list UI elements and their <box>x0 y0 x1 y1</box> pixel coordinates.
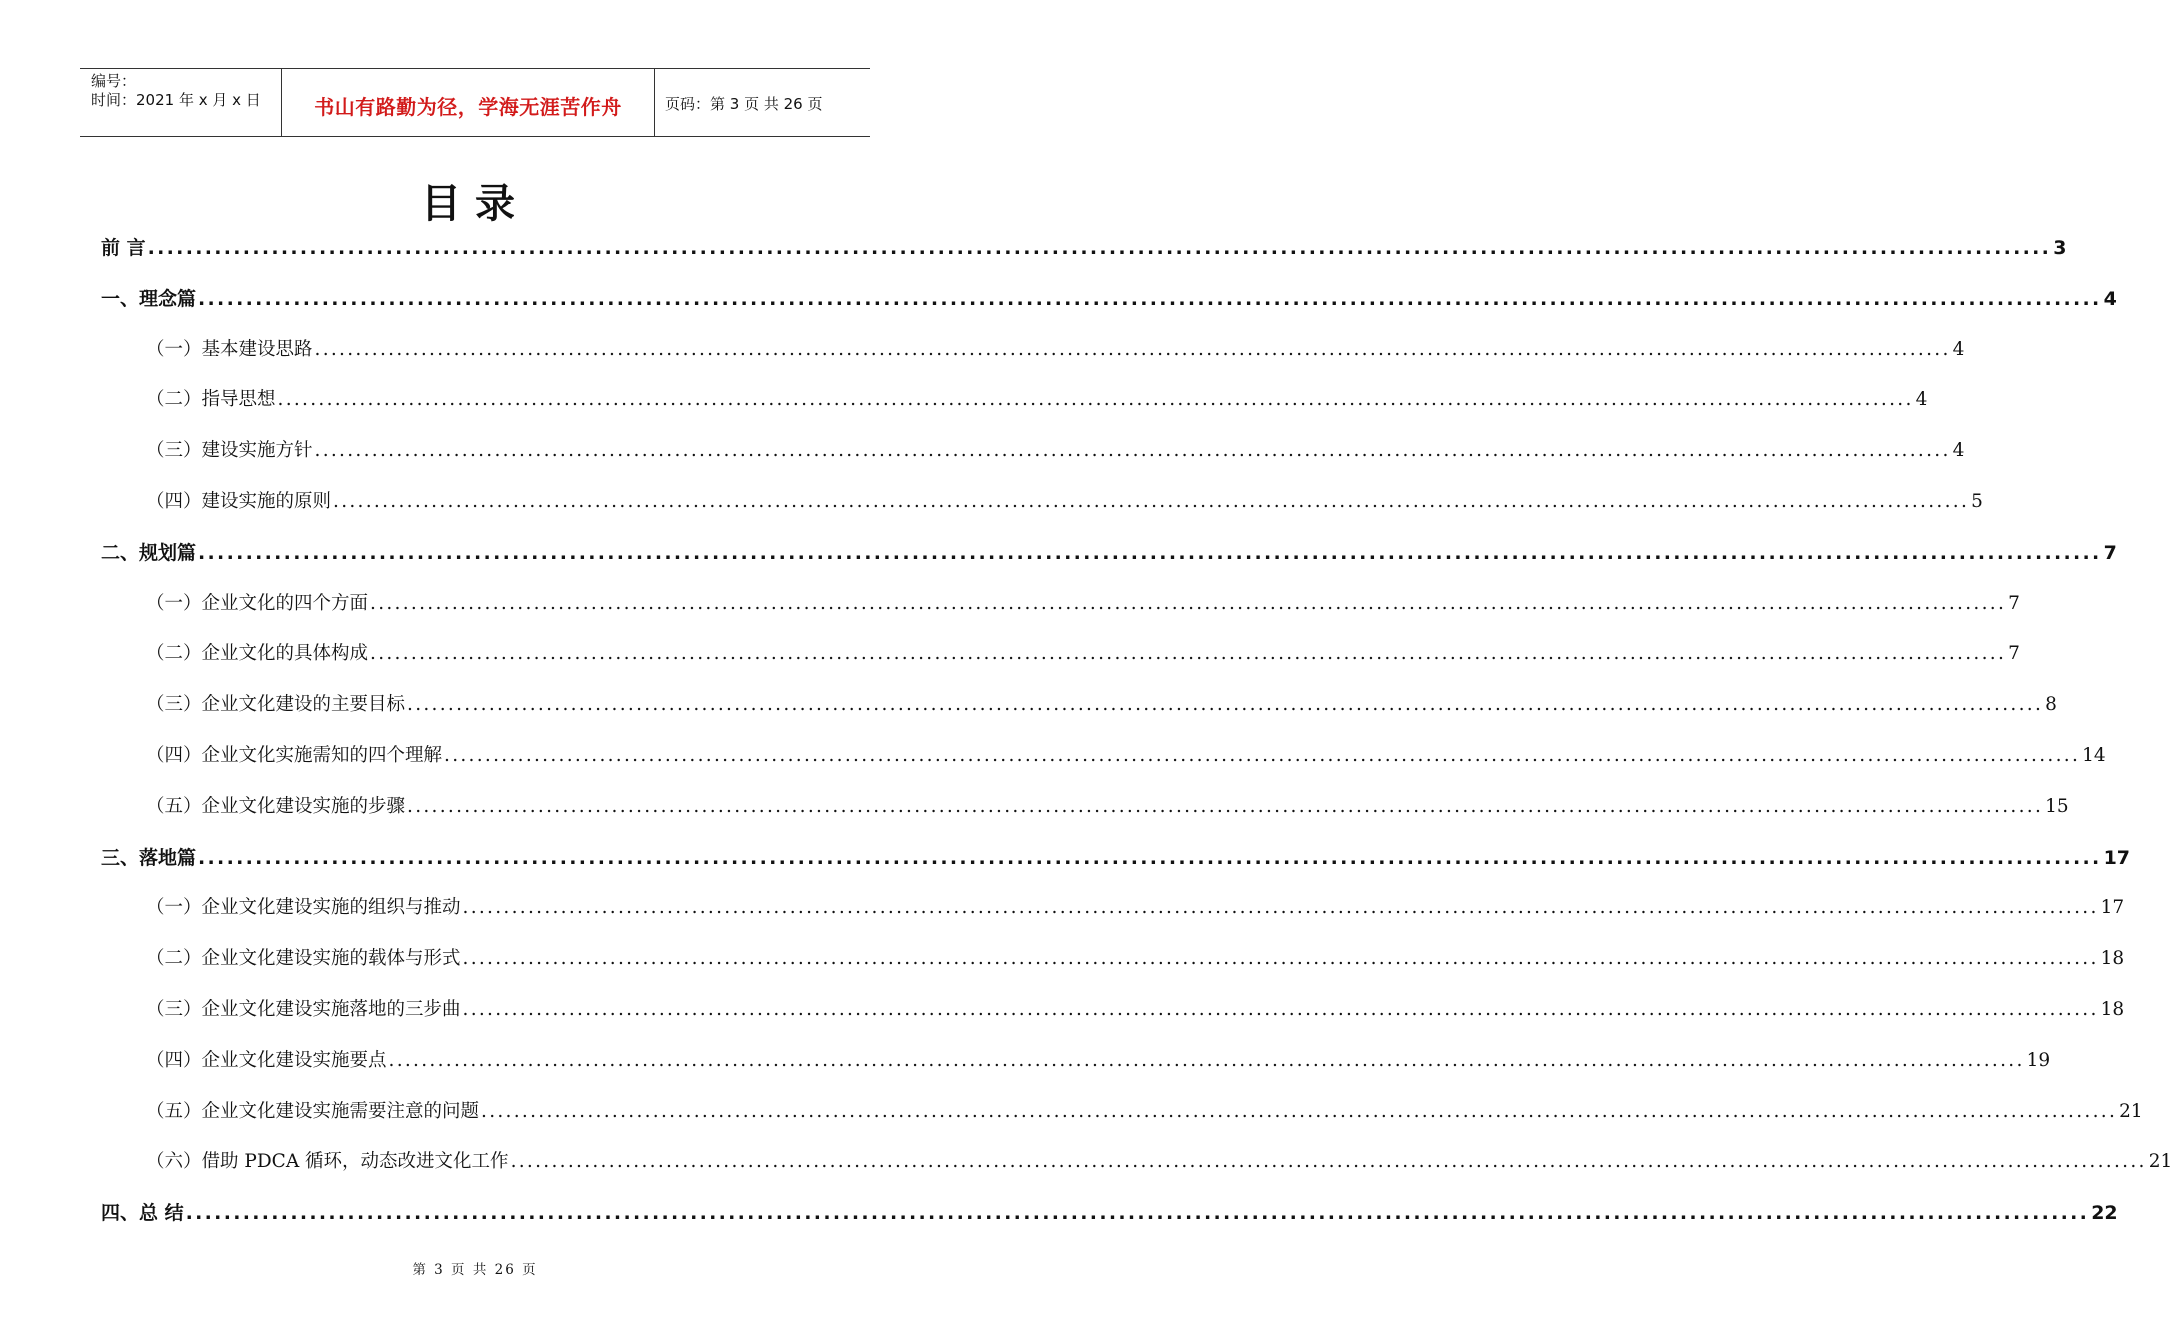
toc-leader-dots: ........................................................................................................................................................................................................ <box>333 491 1970 512</box>
toc-entry[interactable] <box>101 1198 2118 1225</box>
toc-entry-label: （一）企业文化的四个方面 <box>146 592 369 614</box>
toc-entry-label: （二）企业文化的具体构成 <box>146 643 369 665</box>
header-page-cell <box>655 69 870 136</box>
header-meta-cell <box>80 69 282 136</box>
toc-leader-dots: ........................................................................................................................................................................................................ <box>370 592 2007 614</box>
toc-entry-page: 14 <box>2082 745 2106 766</box>
toc-leader-dots: ........................................................................................................................................................................................................ <box>444 745 2081 766</box>
toc-entry-page: 19 <box>2026 1049 2051 1071</box>
toc-entry-page: 7 <box>2103 541 2117 564</box>
toc-entry[interactable] <box>101 538 2117 564</box>
toc-leader-dots: ........................................................................................................................................................................................................ <box>462 948 2099 970</box>
toc-entry-page: 4 <box>1915 389 1928 411</box>
toc-entry-label: （四）建设实施的原则 <box>146 491 332 512</box>
toc-entry[interactable] <box>146 792 2069 818</box>
toc-entry[interactable] <box>146 995 2125 1021</box>
toc-entry-label: 三、落地篇 <box>101 846 197 869</box>
toc-leader-dots: ........................................................................................................................................................................................................ <box>407 795 2044 817</box>
toc-entry[interactable] <box>146 1147 2172 1173</box>
document-number: 编号： <box>91 72 137 90</box>
toc-leader-dots: ........................................................................................................................................................................................................ <box>510 1151 2147 1173</box>
toc-entry-page: 5 <box>1971 491 1983 512</box>
toc-leader-dots: ........................................................................................................................................................................................................ <box>198 846 2102 869</box>
toc-entry-label: （三）企业文化建设实施落地的三步曲 <box>146 999 461 1020</box>
toc-entry-label: 前 言 <box>101 237 146 259</box>
toc-leader-dots: ........................................................................................................................................................................................................ <box>407 694 2044 716</box>
toc-entry[interactable] <box>146 335 1965 361</box>
toc-entry-page: 17 <box>2103 846 2131 869</box>
toc-leader-dots: ........................................................................................................................................................................................................ <box>388 1049 2025 1071</box>
toc-entry-label: （五）企业文化建设实施的步骤 <box>146 795 406 817</box>
toc-entry-page: 21 <box>2148 1151 2172 1173</box>
toc-leader-dots: ........................................................................................................................................................................................................ <box>198 287 2102 310</box>
toc-entry-label: （二）指导思想 <box>146 389 276 411</box>
toc-entry-page: 3 <box>2053 237 2067 259</box>
toc-entry[interactable] <box>146 690 2057 716</box>
toc-entry-label: （一）基本建设思路 <box>146 338 313 360</box>
page-header <box>80 68 870 137</box>
toc-leader-dots: ........................................................................................................................................................................................................ <box>370 643 2007 665</box>
toc-entry[interactable] <box>146 1046 2051 1072</box>
toc-leader-dots: ........................................................................................................................................................................................................ <box>481 1100 2118 1122</box>
toc-entry[interactable] <box>146 385 1928 411</box>
toc-entry-page: 4 <box>1952 338 1965 360</box>
header-page-info: 页码：第 3 页 共 26 页 <box>665 95 823 113</box>
toc-entry-label: （五）企业文化建设实施需要注意的问题 <box>146 1100 480 1122</box>
toc-entry[interactable] <box>146 944 2125 970</box>
toc-entry-label: （一）企业文化建设实施的组织与推动 <box>146 897 461 919</box>
header-motto: 书山有路勤为径，学海无涯苦作舟 <box>314 95 622 119</box>
toc-entry[interactable] <box>146 639 2020 665</box>
header-motto-cell <box>282 69 655 136</box>
toc-entry-page: 8 <box>2045 694 2057 716</box>
toc-entry-page: 15 <box>2045 795 2069 817</box>
toc-entry[interactable] <box>101 843 2131 869</box>
toc-entry[interactable] <box>101 284 2117 310</box>
toc-leader-dots: ........................................................................................................................................................................................................ <box>147 237 2052 259</box>
toc-entry[interactable] <box>146 893 2125 919</box>
toc-entry-page: 7 <box>2008 643 2020 665</box>
toc-entry-page: 7 <box>2008 592 2020 614</box>
toc-entry-label: 四、总 结 <box>101 1202 184 1225</box>
toc-entry-page: 4 <box>2103 287 2117 310</box>
toc-entry[interactable] <box>146 741 2106 767</box>
toc-entry-page: 18 <box>2100 999 2125 1020</box>
toc-entry[interactable] <box>146 1097 2143 1123</box>
toc-entry-page: 21 <box>2119 1100 2143 1122</box>
page-footer: 第 3 页 共 26 页 <box>412 1262 538 1278</box>
toc-entry-page: 18 <box>2100 948 2125 970</box>
toc-leader-dots: ........................................................................................................................................................................................................ <box>277 389 1914 411</box>
toc-entry-label: （六）借助 PDCA 循环，动态改进文化工作 <box>146 1151 509 1173</box>
toc-leader-dots: ........................................................................................................................................................................................................ <box>462 999 2099 1020</box>
toc-entry-label: （三）建设实施方针 <box>146 440 313 462</box>
toc-entry-label: （二）企业文化建设实施的载体与形式 <box>146 948 461 970</box>
toc-leader-dots: ........................................................................................................................................................................................................ <box>314 440 1951 462</box>
page-title: 目录 <box>421 181 529 227</box>
toc-entry-label: （三）企业文化建设的主要目标 <box>146 694 406 716</box>
toc-leader-dots: ........................................................................................................................................................................................................ <box>185 1202 2090 1225</box>
toc-entry-label: （四）企业文化建设实施要点 <box>146 1049 387 1071</box>
toc-entry-page: 22 <box>2091 1202 2118 1225</box>
toc-entry[interactable] <box>146 487 1983 513</box>
toc-entry-label: （四）企业文化实施需知的四个理解 <box>146 745 443 766</box>
toc-entry-label: 二、规划篇 <box>101 541 197 564</box>
document-date: 时间：2021 年 x 月 x 日 <box>91 91 261 109</box>
toc-leader-dots: ........................................................................................................................................................................................................ <box>198 541 2102 564</box>
toc-entry[interactable] <box>146 436 1965 462</box>
toc-entry-label: 一、理念篇 <box>101 287 197 310</box>
toc-entry[interactable] <box>146 589 2020 615</box>
toc-leader-dots: ........................................................................................................................................................................................................ <box>462 897 2099 919</box>
toc-leader-dots: ........................................................................................................................................................................................................ <box>314 338 1951 360</box>
toc-entry-page: 4 <box>1952 440 1965 462</box>
toc-entry[interactable] <box>101 233 2067 259</box>
toc-entry-page: 17 <box>2100 897 2125 919</box>
